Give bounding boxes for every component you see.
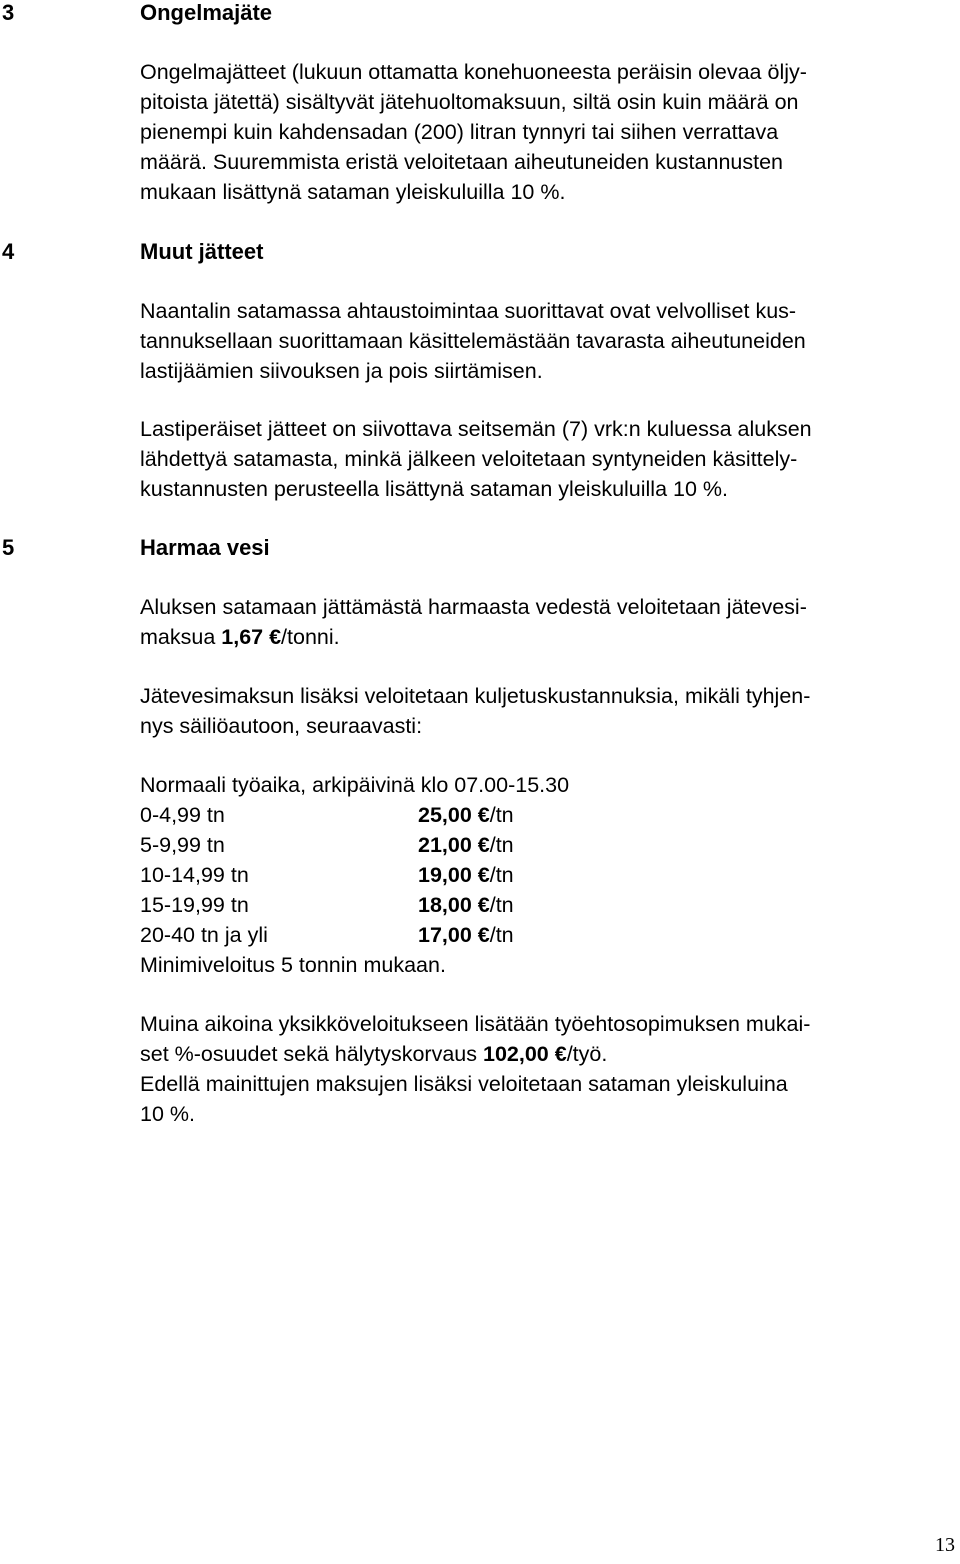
text-line: nys säiliöautoon, seuraavasti: — [140, 714, 423, 738]
section-title: Muut jätteet — [140, 239, 264, 264]
minimum-charge-note: Minimiveloitus 5 tonnin mukaan. — [140, 953, 446, 977]
alarm-fee-unit: /työ. — [566, 1042, 608, 1066]
rate-unit: /tn — [489, 893, 514, 917]
rate-amount: 19,00 € — [418, 863, 490, 887]
text-line: tannuksellaan suorittamaan käsittelemästään tavarasta aiheutuneiden — [140, 329, 806, 353]
text-line: 10 %. — [140, 1102, 195, 1126]
text-line: lastijäämien siivouksen ja pois siirtämisen. — [140, 359, 543, 383]
rate-range: 20-40 tn ja yli — [140, 923, 268, 947]
rate-range: 0-4,99 tn — [140, 803, 225, 827]
section-title: Harmaa vesi — [140, 535, 270, 560]
rate-unit: /tn — [489, 803, 514, 827]
text-line: mukaan lisättynä sataman yleiskuluilla 10 %. — [140, 180, 566, 204]
text-line: pitoista jätettä) sisältyvät jätehuoltomaksuun, siltä osin kuin määrä on — [140, 90, 799, 114]
section-4-paragraph-1 — [140, 296, 945, 386]
section-number: 5 — [2, 535, 15, 560]
rate-row — [140, 860, 945, 890]
text-line: Naantalin satamassa ahtaustoimintaa suorittavat ovat velvolliset kus- — [140, 299, 797, 323]
text-line — [140, 1039, 945, 1069]
text-line: Ongelmajätteet (lukuun ottamatta konehuoneesta peräisin olevaa öljy- — [140, 60, 807, 84]
rate-amount: 17,00 € — [418, 923, 490, 947]
section-4-paragraph-2 — [140, 414, 945, 504]
text-line — [140, 622, 945, 652]
text-line: kustannusten perusteella lisättynä sataman yleiskuluilla 10 %. — [140, 477, 728, 501]
text-line: lähdettyä satamasta, minkä jälkeen veloitetaan syntyneiden käsittely- — [140, 447, 798, 471]
section-5-paragraph-2 — [140, 681, 945, 741]
rate-row — [140, 800, 945, 830]
text-line: pienempi kuin kahdensadan (200) litran tynnyri tai siihen verrattava — [140, 120, 779, 144]
rate-unit: /tn — [489, 863, 514, 887]
text-fragment: maksua — [140, 625, 222, 649]
section-5-paragraph-3 — [140, 1009, 945, 1129]
rate-table — [140, 770, 945, 980]
rate-row — [140, 920, 945, 950]
page-number: 13 — [935, 1534, 955, 1556]
rate-amount: 25,00 € — [418, 803, 490, 827]
text-line: Jätevesimaksun lisäksi veloitetaan kuljetuskustannuksia, mikäli tyhjen- — [140, 684, 811, 708]
alarm-fee-amount: 102,00 € — [482, 1042, 567, 1066]
rate-row — [140, 830, 945, 860]
section-title: Ongelmajäte — [140, 0, 273, 25]
rate-unit: /tn — [489, 923, 514, 947]
rate-amount: 21,00 € — [418, 833, 490, 857]
text-fragment: set %-osuudet sekä hälytyskorvaus — [140, 1042, 483, 1066]
rate-unit: /tn — [489, 833, 514, 857]
rate-range: 15-19,99 tn — [140, 893, 249, 917]
rate-row — [140, 890, 945, 920]
fee-amount: 1,67 € — [221, 625, 282, 649]
rate-range: 5-9,99 tn — [140, 833, 225, 857]
text-line: määrä. Suuremmista eristä veloitetaan aiheutuneiden kustannusten — [140, 150, 783, 174]
rate-amount: 18,00 € — [418, 893, 490, 917]
text-line: Aluksen satamaan jättämästä harmaasta vedestä veloitetaan jätevesi- — [140, 595, 807, 619]
section-number: 3 — [2, 0, 15, 25]
text-line: Edellä mainittujen maksujen lisäksi veloitetaan sataman yleiskuluina — [140, 1072, 788, 1096]
section-3-paragraph — [140, 57, 945, 207]
text-line: Muina aikoina yksikköveloitukseen lisätään työehtosopimuksen mukai- — [140, 1012, 811, 1036]
text-line: Lastiperäiset jätteet on siivottava seitsemän (7) vrk:n kuluessa aluksen — [140, 417, 812, 441]
section-5-paragraph-1 — [140, 592, 945, 652]
section-number: 4 — [2, 239, 15, 264]
rate-range: 10-14,99 tn — [140, 863, 249, 887]
fee-unit: /tonni. — [281, 625, 340, 649]
rate-table-heading: Normaali työaika, arkipäivinä klo 07.00-15.30 — [140, 773, 570, 797]
